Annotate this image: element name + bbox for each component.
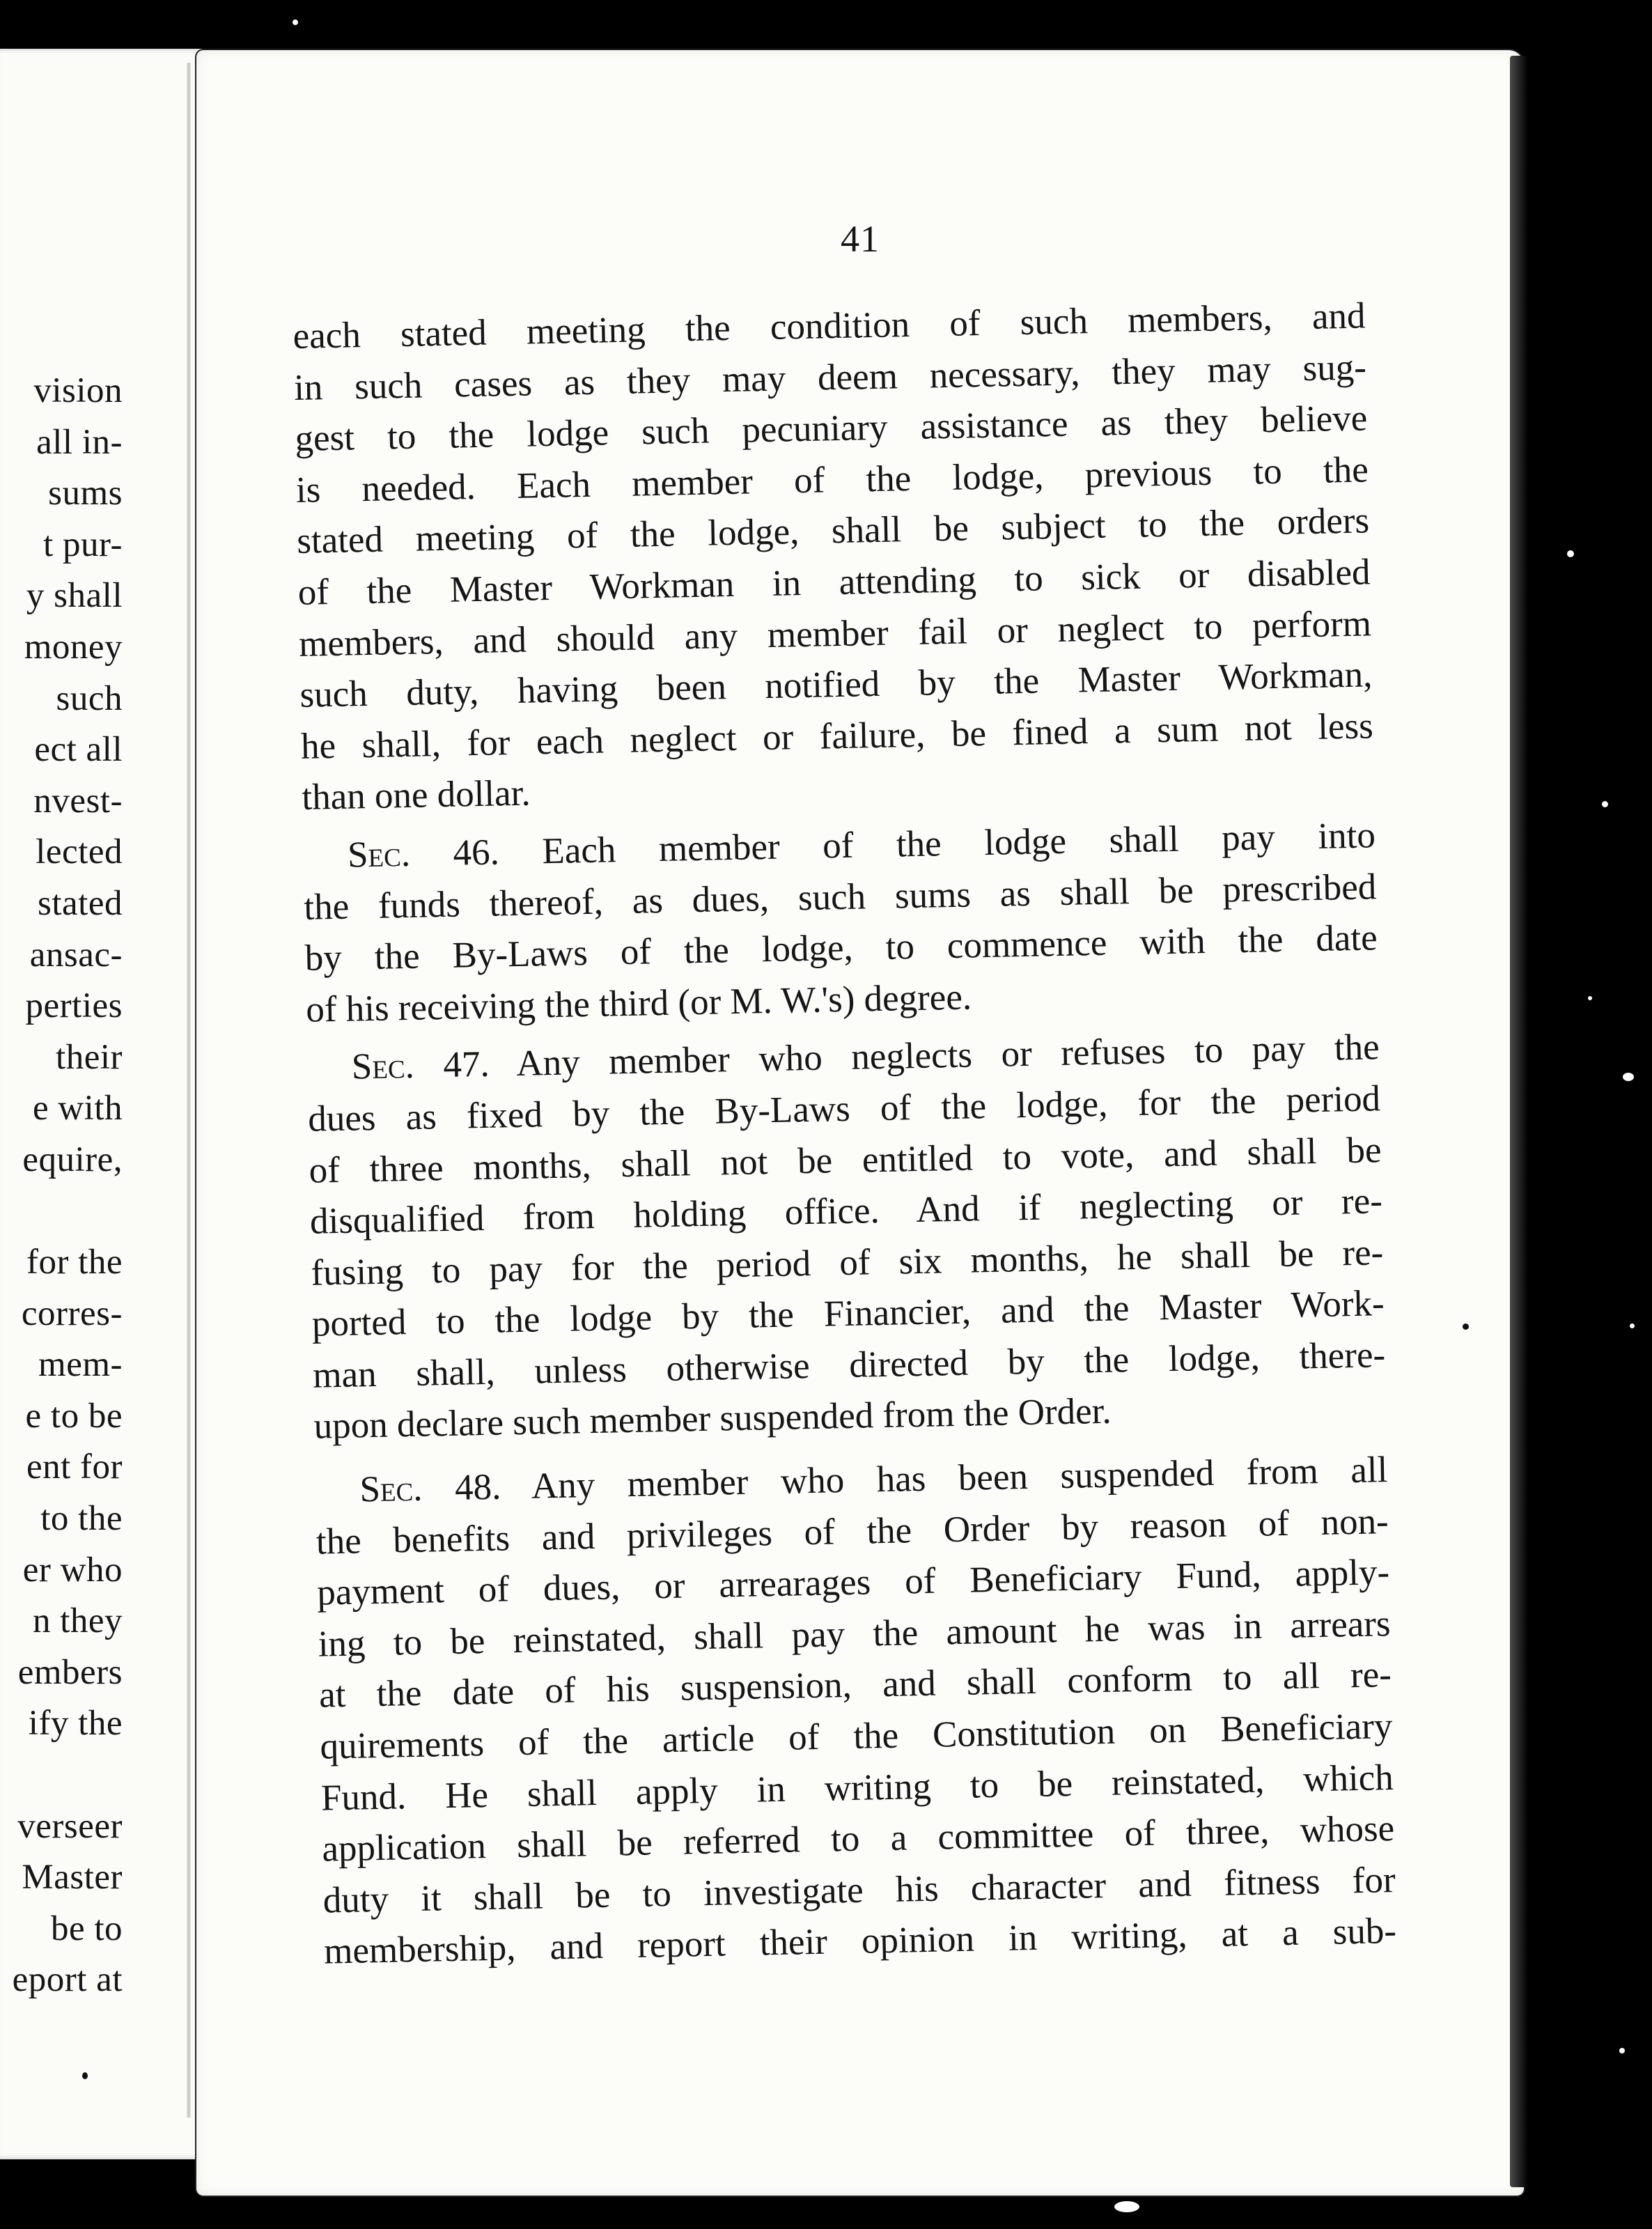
section-number: 48. [454,1466,501,1508]
page-number: 41 [841,218,880,260]
page-gutter [187,63,191,2118]
right-page [196,50,1524,2196]
left-text-line: equire, [22,1140,123,1179]
left-page-text [0,366,123,2006]
book-edge [1510,56,1528,2187]
left-text-line: perties [25,986,123,1026]
left-text-line: y shall [26,576,123,616]
left-text-line: vision [33,371,123,410]
text-line: disqualified from holding office. And if neglecting or re- [309,1181,1383,1242]
text-line: such duty, having been notified by the Master Workman, [299,654,1373,716]
section-first-text: Any member who has been suspended from all [531,1450,1388,1507]
text-line: the funds thereof, as dues, such sums as shall be prescribed [303,866,1377,928]
left-text-line: ify the [28,1704,123,1743]
section-48 [315,1445,1397,1978]
line-gap [0,1750,123,1801]
scan-speck [1588,996,1592,1000]
left-text-line: ansac- [29,935,123,974]
left-text-line: all in- [36,422,123,462]
left-text-line: money [24,627,123,667]
text-line: gest to the lodge such pecuniary assistance as they believe [294,398,1368,460]
scan-speck [1602,801,1608,807]
text-line: members, and should any member fail or neglect to perform [298,603,1372,665]
section-46 [302,810,1378,1036]
section-label: Sec. [347,833,411,876]
left-text-line: embers [17,1652,123,1692]
left-text-line: be to [50,1909,123,1948]
left-text-line: ent for [26,1447,123,1487]
scan-speck [1567,550,1574,557]
text-line: each stated meeting the condition of such members, and [293,295,1366,357]
text-line: the benefits and privileges of the Order by reason of non- [315,1500,1389,1562]
left-text-line: such [56,678,123,718]
left-text-line: corres- [21,1294,123,1333]
section-number: 47. [442,1044,490,1086]
left-text-line: sums [48,474,123,513]
text-line: dues as fixed by the By-Laws of the lodge, for the period [307,1078,1381,1140]
left-text-line: eport at [12,1960,123,2000]
opening-paragraph [293,290,1375,823]
text-line: of three months, shall not be entitled to vote, and shall be [309,1129,1382,1191]
left-text-line: lected [36,832,123,872]
text-line: at the date of his suspension, and shall conform to all re- [318,1654,1392,1716]
text-line: application shall be referred to a committee of three, whose [321,1808,1395,1870]
scan-speck [1623,1073,1634,1081]
left-text-line: stated [38,883,123,923]
left-text-line: t pur- [43,525,123,564]
text-line: than one dollar. [301,772,531,818]
text-line: fusing to pay for the period of six months, he shall be re- [310,1232,1384,1294]
left-text-line: mem- [38,1345,123,1385]
body-text [293,290,1397,1978]
left-text-line: ect all [34,730,123,770]
left-text-line: n they [32,1601,123,1641]
section-first-text: Each member of the lodge shall pay into [541,815,1376,872]
section-first-text: Any member who neglects or refuses to pay the [515,1027,1380,1085]
text-line: stated meeting of the lodge, shall be subject to the orders [296,500,1370,562]
text-line: of his receiving the third (or M. W.'s) degree. [305,977,972,1030]
text-line: is needed. Each member of the lodge, previous to the [295,449,1369,511]
text-line: quirements of the article of the Constitution on Beneficiary [320,1706,1393,1767]
text-line: he shall, for each neglect or failure, be fined a sum not less [300,706,1374,767]
scan-speck [1630,1323,1635,1328]
scan-speck [293,20,298,25]
left-text-line: their [56,1037,123,1077]
text-line: by the By-Laws of the lodge, to commence with the date [304,917,1378,979]
left-text-line: for the [26,1243,123,1282]
line-gap [0,1186,123,1238]
left-text-line: e with [32,1089,123,1128]
left-text-line: nvest- [33,781,123,821]
text-line: man shall, unless otherwise directed by the lodge, there- [312,1335,1386,1396]
text-line: of the Master Workman in attending to sick or disabled [297,552,1371,613]
text-line: ported to the lodge by the Financier, and the Master Work- [311,1283,1385,1345]
left-text-line: to the [40,1499,123,1539]
text-line: in such cases as they may deem necessary, they may sug- [293,347,1367,408]
left-text-line: e to be [25,1396,123,1436]
left-text-line: verseer [17,1806,123,1846]
scan-speck [1619,2048,1625,2053]
text-line: duty it shall be to investigate his character and fitness for [322,1859,1396,1921]
left-text-line: er who [22,1550,123,1590]
scan-speck [1114,2201,1139,2212]
left-page [0,49,227,2159]
section-label: Sec. [351,1046,415,1087]
scan-speck [1463,1323,1469,1330]
section-number: 46. [453,832,500,873]
text-line: ing to be reinstated, shall pay the amount he was in arrears [318,1603,1392,1665]
text-line: Fund. He shall apply in writing to be reinstated, which [320,1757,1394,1819]
left-text-line: Master [22,1858,123,1897]
scan-speck [82,2072,88,2079]
text-line: upon declare such member suspended from the Order. [313,1391,1112,1447]
text-line: payment of dues, or arrearages of Beneficiary Fund, apply- [316,1552,1390,1613]
section-47 [306,1023,1387,1453]
text-line: membership, and report their opinion in writing, at a sub- [323,1911,1397,1972]
section-label: Sec. [359,1468,423,1510]
